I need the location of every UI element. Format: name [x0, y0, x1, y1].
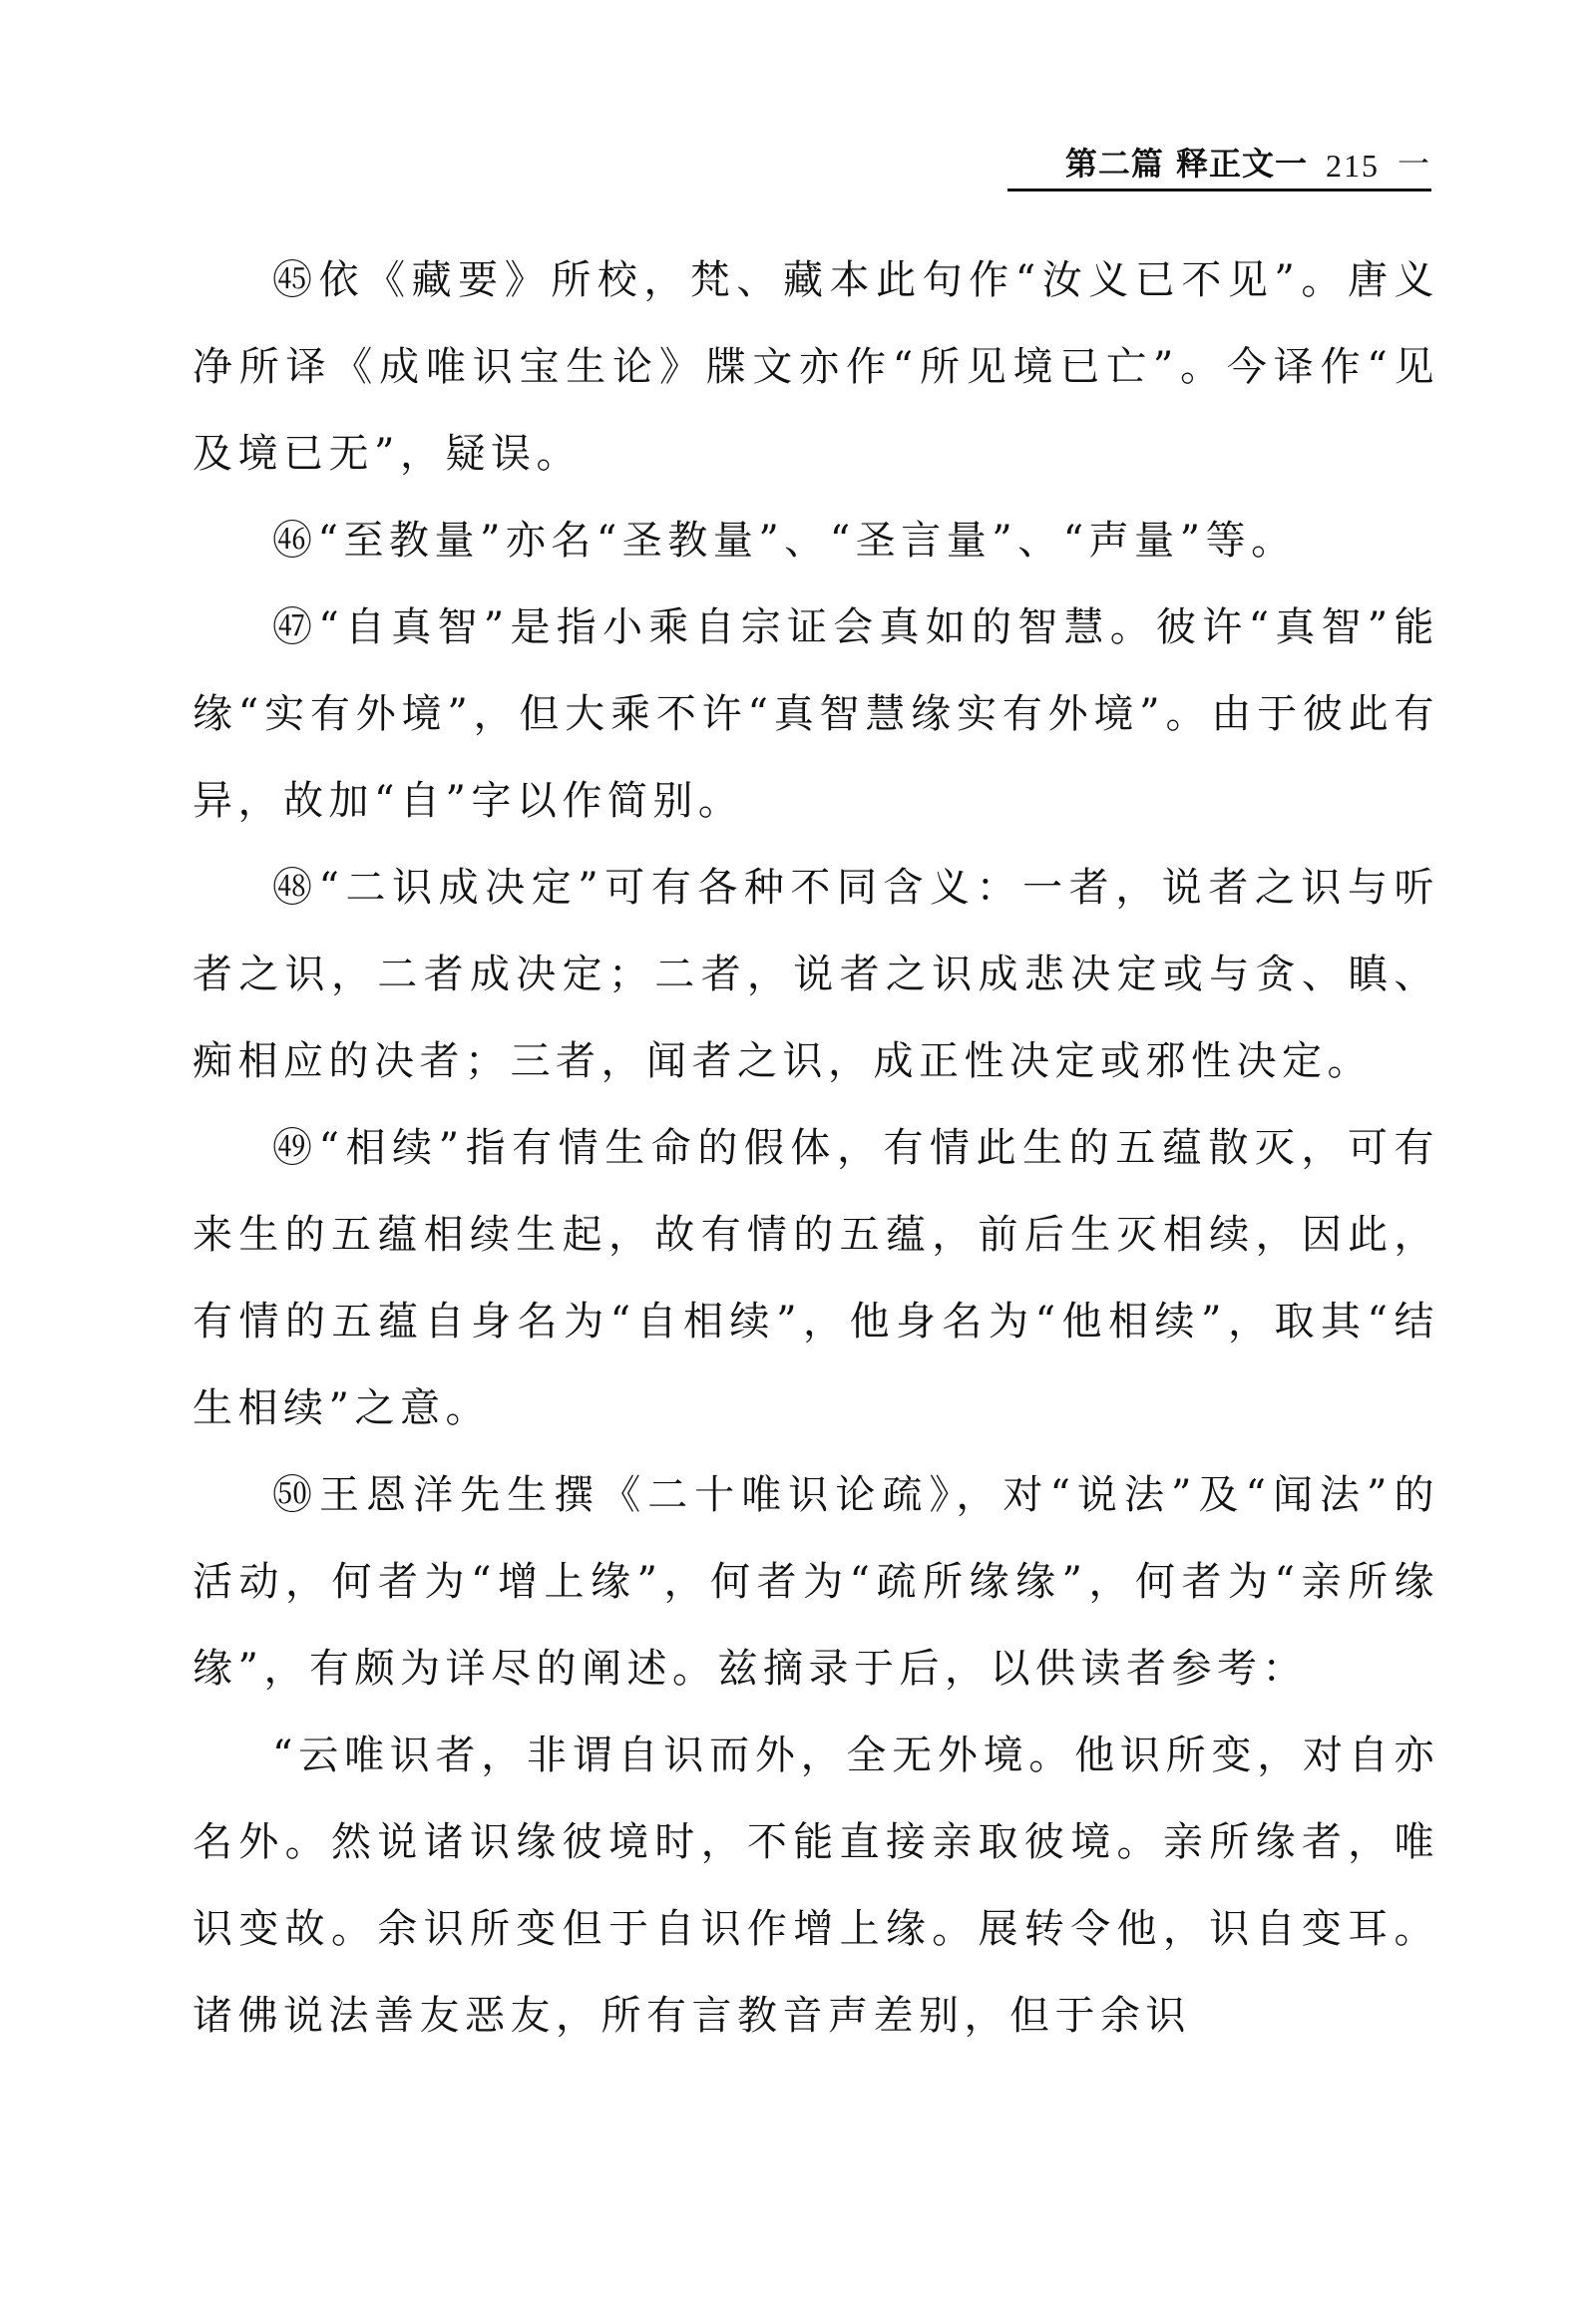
page-body	[193, 237, 1439, 2060]
header-section-title: 第二篇 释正文一	[1064, 145, 1308, 183]
note-65: ㊺依《藏要》所校，梵、藏本此句作“汝义已不见”。唐义净所译《成唯识宝生论》牒文亦作“所见境已亡”。今译作“见及境已无”，疑误。	[193, 257, 1439, 477]
quotation-paragraph: “云唯识者，非谓自识而外，全无外境。他识所变，对自亦名外。然说诸识缘彼境时，不能直接亲取彼境。亲所缘者，唯识变故。余识所变但于自识作增上缘。展转令他，识自变耳。诸佛说法善友恶友，所有言教音声差别，但于余识	[193, 1733, 1439, 2039]
note-66: ㊻“至教量”亦名“圣教量”、“圣言量”、“声量”等。	[272, 518, 1297, 564]
note-70: ㊿王恩洋先生撰《二十唯识论疏》，对“说法”及“闻法”的活动，何者为“增上缘”，何者为“疏所缘缘”，何者为“亲所缘缘”，有颇为详尽的阐述。兹摘录于后，以供读者参考：	[193, 1472, 1439, 1692]
header-dash: 一	[1396, 146, 1431, 182]
page-number: 215	[1325, 148, 1380, 184]
note-69: ㊾“相续”指有情生命的假体，有情此生的五蕴散灭，可有来生的五蕴相续生起，故有情的五蕴，前后生灭相续，因此，有情的五蕴自身名为“自相续”，他身名为“他相续”，取其“结生相续”之意。	[193, 1125, 1439, 1431]
note-68: ㊽“二识成决定”可有各种不同含义：一者，说者之识与听者之识，二者成决定；二者，说者之识成悲决定或与贪、瞋、痴相应的决者；三者，闻者之识，成正性决定或邪性决定。	[193, 865, 1439, 1084]
running-header	[1007, 138, 1431, 192]
note-67: ㊼“自真智”是指小乘自宗证会真如的智慧。彼许“真智”能缘“实有外境”，但大乘不许“真智慧缘实有外境”。由于彼此有异，故加“自”字以作简别。	[193, 604, 1439, 824]
